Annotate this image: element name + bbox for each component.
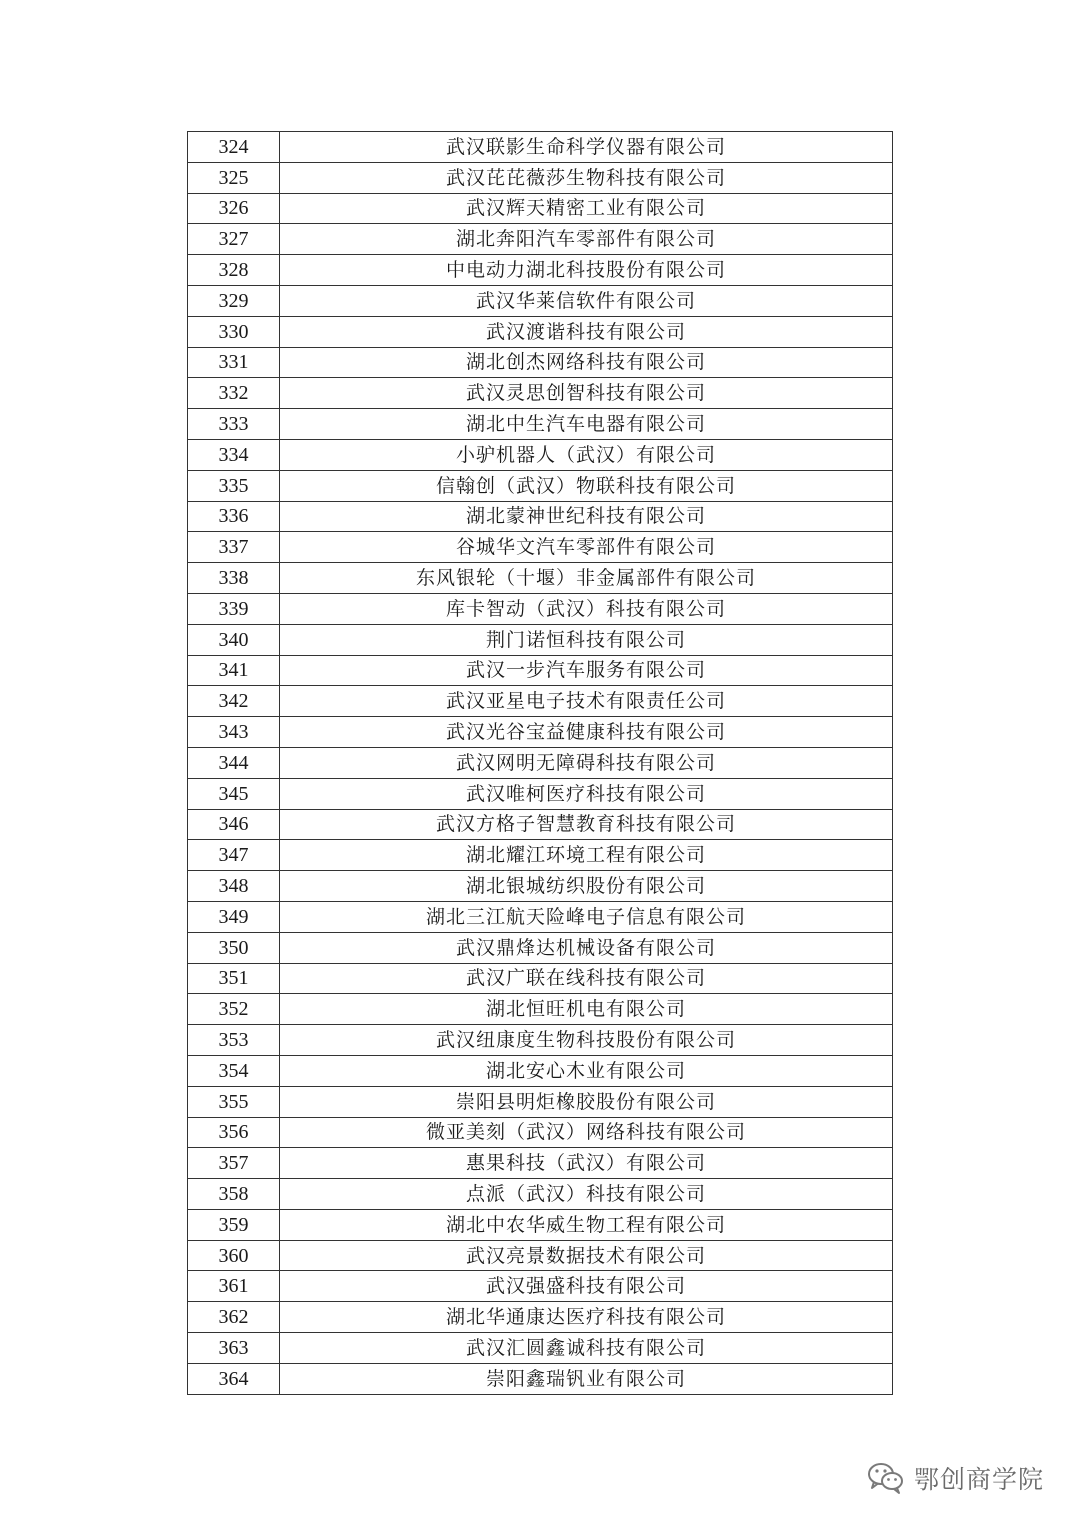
row-number: 352: [188, 994, 280, 1025]
company-name: 湖北恒旺机电有限公司: [280, 994, 893, 1025]
table-row: [188, 316, 893, 347]
row-number: 348: [188, 871, 280, 902]
company-name: 武汉汇圆鑫诚科技有限公司: [280, 1333, 893, 1364]
company-name: 湖北华通康达医疗科技有限公司: [280, 1302, 893, 1333]
row-number: 345: [188, 778, 280, 809]
table-row: [188, 1055, 893, 1086]
company-name: 小驴机器人（武汉）有限公司: [280, 439, 893, 470]
company-name: 荆门诺恒科技有限公司: [280, 624, 893, 655]
table-row: [188, 470, 893, 501]
company-name: 武汉辉天精密工业有限公司: [280, 193, 893, 224]
company-name: 东风银轮（十堰）非金属部件有限公司: [280, 563, 893, 594]
row-number: 324: [188, 132, 280, 163]
table-row: [188, 655, 893, 686]
table-row: [188, 285, 893, 316]
company-name: 湖北银城纺织股份有限公司: [280, 871, 893, 902]
table-row: [188, 1363, 893, 1394]
table-row: [188, 871, 893, 902]
company-name: 武汉一步汽车服务有限公司: [280, 655, 893, 686]
table-row: [188, 1148, 893, 1179]
table-row: [188, 1179, 893, 1210]
table-row: [188, 501, 893, 532]
table-row: [188, 378, 893, 409]
company-name: 武汉强盛科技有限公司: [280, 1271, 893, 1302]
row-number: 338: [188, 563, 280, 594]
table-row: [188, 439, 893, 470]
row-number: 361: [188, 1271, 280, 1302]
watermark-text: 鄂创商学院: [914, 1465, 1045, 1494]
wechat-icon: [866, 1461, 906, 1495]
table-row: [188, 132, 893, 163]
table-row: [188, 1333, 893, 1364]
company-list-body: [188, 132, 893, 1395]
row-number: 334: [188, 439, 280, 470]
company-name: 武汉纽康度生物科技股份有限公司: [280, 1025, 893, 1056]
company-name: 崇阳县明炬橡胶股份有限公司: [280, 1086, 893, 1117]
row-number: 364: [188, 1363, 280, 1394]
row-number: 356: [188, 1117, 280, 1148]
row-number: 332: [188, 378, 280, 409]
table-row: [188, 1025, 893, 1056]
row-number: 336: [188, 501, 280, 532]
table-row: [188, 778, 893, 809]
row-number: 335: [188, 470, 280, 501]
table-row: [188, 1086, 893, 1117]
row-number: 353: [188, 1025, 280, 1056]
row-number: 340: [188, 624, 280, 655]
company-name: 武汉华莱信软件有限公司: [280, 285, 893, 316]
company-name: 武汉唯柯医疗科技有限公司: [280, 778, 893, 809]
company-name: 湖北耀江环境工程有限公司: [280, 840, 893, 871]
row-number: 325: [188, 162, 280, 193]
row-number: 327: [188, 224, 280, 255]
watermark: [866, 1458, 1044, 1498]
company-name: 武汉鼎烽达机械设备有限公司: [280, 932, 893, 963]
table-row: [188, 994, 893, 1025]
company-name: 点派（武汉）科技有限公司: [280, 1179, 893, 1210]
company-name: 信翰创（武汉）物联科技有限公司: [280, 470, 893, 501]
row-number: 346: [188, 809, 280, 840]
table-row: [188, 593, 893, 624]
table-row: [188, 563, 893, 594]
company-name: 武汉光谷宝益健康科技有限公司: [280, 717, 893, 748]
table-row: [188, 1302, 893, 1333]
row-number: 331: [188, 347, 280, 378]
row-number: 339: [188, 593, 280, 624]
table-row: [188, 255, 893, 286]
table-row: [188, 901, 893, 932]
row-number: 343: [188, 717, 280, 748]
table-row: [188, 532, 893, 563]
company-name: 微亚美刻（武汉）网络科技有限公司: [280, 1117, 893, 1148]
company-name: 武汉广联在线科技有限公司: [280, 963, 893, 994]
table-row: [188, 162, 893, 193]
row-number: 355: [188, 1086, 280, 1117]
row-number: 329: [188, 285, 280, 316]
row-number: 344: [188, 747, 280, 778]
company-name: 武汉渡谐科技有限公司: [280, 316, 893, 347]
row-number: 350: [188, 932, 280, 963]
company-name: 谷城华文汽车零部件有限公司: [280, 532, 893, 563]
table-row: [188, 932, 893, 963]
company-name: 武汉网明无障碍科技有限公司: [280, 747, 893, 778]
company-name: 武汉亮景数据技术有限公司: [280, 1240, 893, 1271]
row-number: 358: [188, 1179, 280, 1210]
company-name: 湖北中生汽车电器有限公司: [280, 409, 893, 440]
table-row: [188, 224, 893, 255]
table-row: [188, 409, 893, 440]
company-name: 库卡智动（武汉）科技有限公司: [280, 593, 893, 624]
table-row: [188, 1117, 893, 1148]
table-row: [188, 686, 893, 717]
table-row: [188, 747, 893, 778]
table-row: [188, 809, 893, 840]
row-number: 349: [188, 901, 280, 932]
row-number: 342: [188, 686, 280, 717]
table-row: [188, 193, 893, 224]
company-name: 武汉联影生命科学仪器有限公司: [280, 132, 893, 163]
row-number: 330: [188, 316, 280, 347]
row-number: 351: [188, 963, 280, 994]
company-name: 惠果科技（武汉）有限公司: [280, 1148, 893, 1179]
company-name: 湖北安心木业有限公司: [280, 1055, 893, 1086]
row-number: 333: [188, 409, 280, 440]
row-number: 362: [188, 1302, 280, 1333]
row-number: 326: [188, 193, 280, 224]
row-number: 337: [188, 532, 280, 563]
table-row: [188, 1209, 893, 1240]
company-name: 湖北蒙神世纪科技有限公司: [280, 501, 893, 532]
row-number: 363: [188, 1333, 280, 1364]
table-row: [188, 347, 893, 378]
company-name: 湖北中农华威生物工程有限公司: [280, 1209, 893, 1240]
row-number: 359: [188, 1209, 280, 1240]
company-name: 武汉亚星电子技术有限责任公司: [280, 686, 893, 717]
row-number: 360: [188, 1240, 280, 1271]
company-name: 武汉灵思创智科技有限公司: [280, 378, 893, 409]
company-name: 武汉芘芘薇莎生物科技有限公司: [280, 162, 893, 193]
table-row: [188, 1240, 893, 1271]
table-row: [188, 624, 893, 655]
company-name: 湖北奔阳汽车零部件有限公司: [280, 224, 893, 255]
company-name: 中电动力湖北科技股份有限公司: [280, 255, 893, 286]
company-name: 武汉方格子智慧教育科技有限公司: [280, 809, 893, 840]
row-number: 328: [188, 255, 280, 286]
company-name: 湖北三江航天险峰电子信息有限公司: [280, 901, 893, 932]
table-row: [188, 963, 893, 994]
row-number: 354: [188, 1055, 280, 1086]
row-number: 341: [188, 655, 280, 686]
table-row: [188, 717, 893, 748]
row-number: 357: [188, 1148, 280, 1179]
company-list-table: [187, 131, 893, 1395]
company-name: 崇阳鑫瑞钒业有限公司: [280, 1363, 893, 1394]
row-number: 347: [188, 840, 280, 871]
table-row: [188, 840, 893, 871]
company-name: 湖北创杰网络科技有限公司: [280, 347, 893, 378]
table-row: [188, 1271, 893, 1302]
